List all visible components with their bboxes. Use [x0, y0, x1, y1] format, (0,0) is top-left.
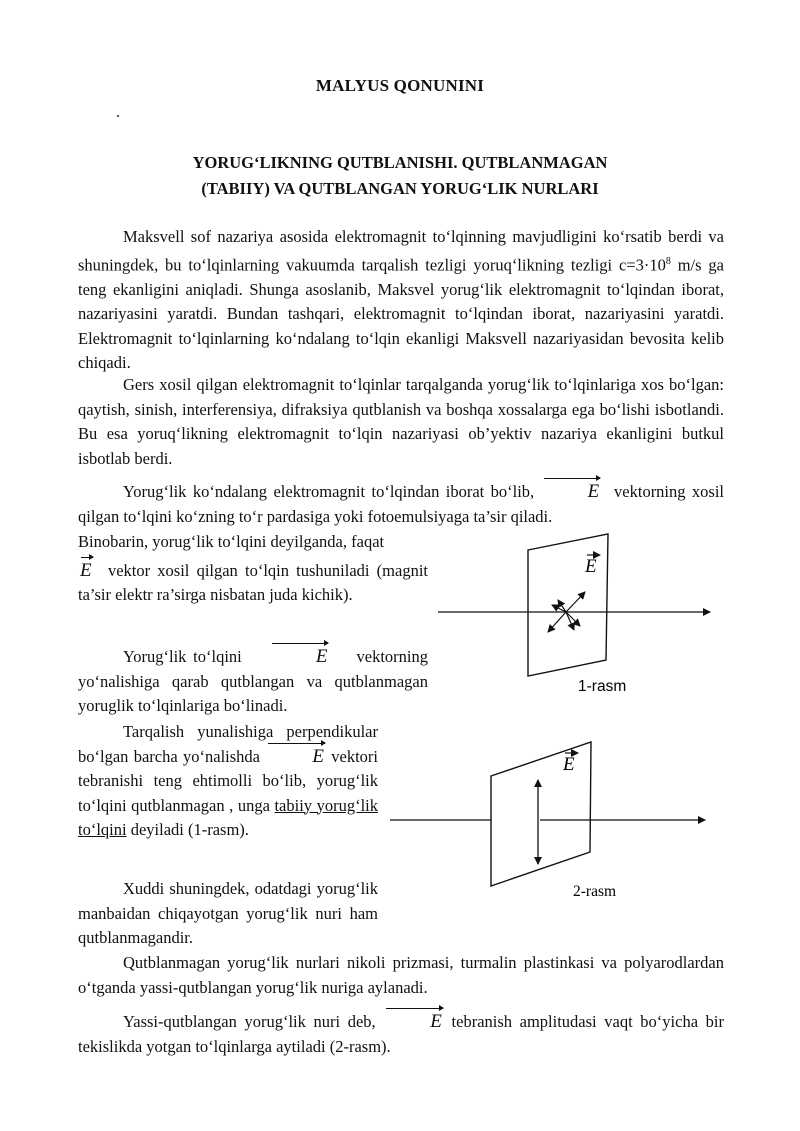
paragraph-nicol-prism: Qutblanmagan yorug‘lik nurlari nikoli prizmasi, turmalin plastinkasi va polyarodlardan o‘tganda yassi-qutblangan yorug‘lik nuriga aylanadi.: [78, 953, 724, 997]
e-vector-symbol: E: [269, 647, 330, 666]
paragraph-polarized-types: Yorug‘lik to‘lqini E vektorning yo‘nalishiga qarab qutblangan va qutblanmagan yoruglik to‘lqinlariga bo‘linadi.: [78, 646, 429, 715]
e-vector-symbol: E: [563, 754, 575, 775]
paragraph-natural-light: Tarqalish yunalishiga perpendikular bo‘lgan barcha yo‘nalishda E vektori tebranishi teng ehtimolli bo‘lib, yorug‘lik to‘lqini qutblanmagan , unga tabiiy yorug‘lik to‘lqini deyiladi (1-rasm).: [78, 722, 379, 839]
section-title: [0, 150, 800, 202]
paragraph-transverse: Yorug‘lik ko‘ndalang elektromagnit to‘lqindan iborat bo‘lib, E vektorning xosil qilgan to‘lqini ko‘zning to‘r pardasiga yoki fotoemulsiyaga ta’sir qiladi.: [78, 481, 725, 526]
figure-2-label: 2-rasm: [573, 883, 617, 900]
e-vector-symbol: E: [585, 556, 597, 577]
paragraph-transverse-cont: Binobarin, yorug‘lik to‘lqini deyilganda, faqat E vektor xosil qilgan to‘lqin tushuniladi (magnit ta’sir elektr ra’sirga nisbatan juda kichik).: [78, 532, 428, 604]
e-vector-symbol: E: [541, 482, 602, 501]
page-title: MALYUS QONUNINI: [315, 76, 485, 95]
figure-1-label: 1-rasm: [578, 678, 627, 695]
stray-dot: .: [116, 104, 120, 121]
e-vector-symbol: E: [265, 747, 326, 766]
natural-light-term: tabiiy yorug‘lik to‘lqini: [78, 795, 379, 839]
figure-1-unpolarized-light: [430, 530, 730, 710]
paragraph-plane-polarized: Yassi-qutblangan yorug‘lik nuri deb, E tebranish amplitudasi vaqt bo‘yicha bir tekislikda yotgan to‘lqinlarga aytiladi (2-rasm).: [78, 1011, 724, 1056]
section-title-line1: YORUG‘LIKNING QUTBLANISHI. QUTBLANMAGAN: [192, 153, 608, 172]
e-vector-symbol: E: [80, 559, 92, 581]
paragraph-maxwell: Maksvell sof nazariya asosida elektromagnit to‘lqinning mavjudligini ko‘rsatib berdi va shuningdek, bu to‘lqinlarning vakuumda tarqalish tezligi yoruq‘likning tezligi $c=3\cdot 10^8$ m/s ga teng ekanligini aniqladi. Shunga asoslanib, Maksvel yorug‘lik elektromagnit to‘lqindan iborat, nazariyasini yaratdi. Bundan tashqari, elektromagnit to‘lqindan iborat, nazariyasini yaratdi. Elektromagnit to‘lqinlarning ko‘ndalang to‘lqin ekanligi Maksvell nazariyasidan bevosita kelib chiqadi.: [78, 227, 724, 372]
section-title-line2: (TABIIY) VA QUTBLANGAN YORUG‘LIK NURLARI: [201, 179, 599, 198]
paragraph-hertz: Gers xosil qilgan elektromagnit to‘lqinlar tarqalganda yorug‘lik to‘lqinlariga xos bo‘lgan: qaytish, sinish, interferensiya, difraksiya qutblanish va boshqa xossalarga ega bo‘lishi isbotlandi. Bu esa yoruq‘likning elektromagnit to‘lqin nazariyasi ob’yektiv nazariya ekanligini butkul isbotlab berdi.: [78, 375, 724, 468]
polarization-plane: [491, 742, 591, 886]
figure-2-polarized-light: [385, 738, 715, 903]
paragraph-ordinary-source: Xuddi shuningdek, odatdagi yorug‘lik manbaidan chiqayotgan yorug‘lik nuri ham qutblanmagandir.: [78, 879, 378, 947]
e-vector-symbol: E: [383, 1012, 444, 1031]
